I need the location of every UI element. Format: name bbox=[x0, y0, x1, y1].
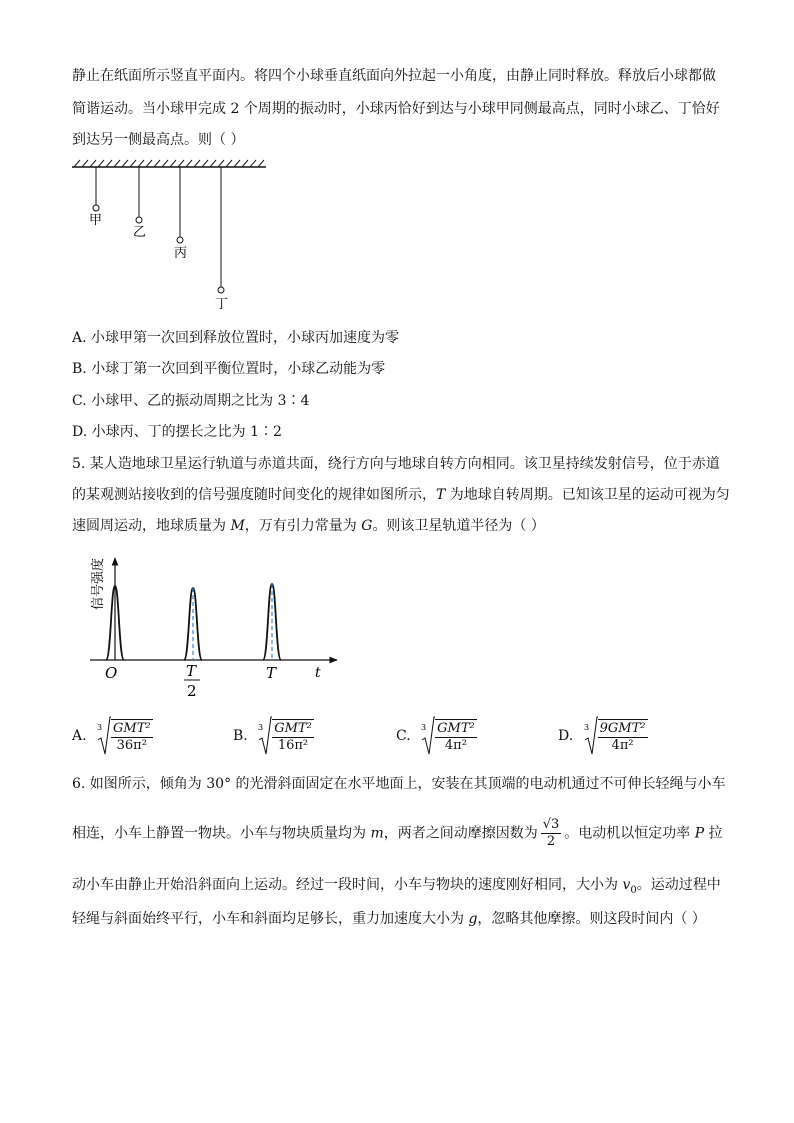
q4-intro-line-3: 到达另一侧最高点。则（ ） bbox=[72, 132, 245, 148]
ball-bing bbox=[177, 237, 183, 243]
q5-option-b[interactable]: B. 3 $\frac{\text{GMT²}}{\text{16π²}}$ bbox=[233, 716, 314, 756]
root-sign-a bbox=[97, 716, 111, 756]
pendulum-figure bbox=[72, 160, 272, 315]
label-bing: 丙 bbox=[174, 246, 188, 261]
root-sign-d bbox=[584, 716, 598, 756]
q6-line-1: 6. 如图所示，倾角为 30° 的光滑斜面固定在水平地面上，安装在其顶端的电动机通过不可伸长轻绳与小车 bbox=[72, 776, 726, 792]
q5-option-d[interactable]: D. 3 $\frac{\text{9GMT²}}{\text{4π²}}$ bbox=[558, 716, 648, 756]
q6-line-4: 轻绳与斜面始终平行，小车和斜面均足够长，重力加速度大小为 g，忽略其他摩擦。则这段时间内（ ） bbox=[72, 911, 706, 927]
tick-origin: O bbox=[105, 664, 118, 682]
q4-option-a[interactable]: A. 小球甲第一次回到释放位置时，小球丙加速度为零 bbox=[72, 330, 400, 346]
root-sign-c bbox=[421, 716, 435, 756]
tick-half-T-num: T bbox=[186, 662, 197, 680]
q5-line-2: 的某观测站接收到的信号强度随时间变化的规律如图所示，T 为地球自转周期。已知该卫星的运动可视为匀 bbox=[72, 487, 730, 503]
y-axis-label: 信号强度 bbox=[91, 557, 106, 610]
q4-intro-line-2: 简谐运动。当小球甲完成 2 个周期的振动时，小球丙恰好到达与小球甲同侧最高点，同时小球乙、丁恰好 bbox=[72, 101, 720, 117]
q5-line-1: 5. 某人造地球卫星运行轨道与赤道共面，绕行方向与地球自转方向相同。该卫星持续发射信号，位于赤道 bbox=[72, 456, 720, 472]
q4-intro-line-1: 静止在纸面所示竖直平面内。将四个小球垂直纸面向外拉起一小角度，由静止同时释放。释放后小球都做 bbox=[72, 68, 716, 84]
ball-yi bbox=[136, 217, 142, 223]
x-axis-label: t bbox=[315, 665, 321, 681]
q4-option-b[interactable]: B. 小球丁第一次回到平衡位置时，小球乙动能为零 bbox=[72, 361, 386, 377]
q6-line-3: 动小车由静止开始沿斜面向上运动。经过一段时间，小车与物块的速度刚好相同，大小为 $v_0$。运动过程中 bbox=[72, 877, 721, 896]
label-yi: 乙 bbox=[133, 225, 147, 240]
svg-text:3: 3 bbox=[97, 723, 103, 732]
signal-chart bbox=[82, 550, 352, 705]
svg-text:3: 3 bbox=[258, 723, 264, 732]
ceiling-hatching bbox=[74, 160, 264, 167]
q5-line-3: 速圆周运动，地球质量为 M，万有引力常量为 G。则该卫星轨道半径为（ ） bbox=[72, 518, 545, 534]
label-ding: 丁 bbox=[215, 297, 229, 312]
mu-fraction: $\frac{√3}{2}$ bbox=[542, 817, 560, 849]
tick-half-T-den: 2 bbox=[187, 682, 197, 700]
tick-T: T bbox=[266, 664, 277, 682]
root-sign-b bbox=[258, 716, 272, 756]
ball-jia bbox=[93, 205, 99, 211]
svg-text:3: 3 bbox=[421, 723, 427, 732]
ball-ding bbox=[218, 287, 224, 293]
q4-option-d[interactable]: D. 小球丙、丁的摆长之比为 1∶2 bbox=[72, 424, 282, 440]
q5-option-a[interactable]: A. 3 $\frac{\text{GMT²}}{\text{36π²}}$ bbox=[72, 716, 153, 756]
label-jia: 甲 bbox=[89, 213, 103, 228]
svg-text:3: 3 bbox=[583, 723, 589, 732]
q4-option-c[interactable]: C. 小球甲、乙的振动周期之比为 3∶4 bbox=[72, 393, 310, 409]
q6-line-2: 相连，小车上静置一物块。小车与物块质量均为 m，两者之间动摩擦因数为 $\frac{√3}{2}$ 。电动机以恒定功率 P 拉 bbox=[72, 817, 723, 849]
q5-option-c[interactable]: C. 3 $\frac{\text{GMT²}}{\text{4π²}}$ bbox=[396, 716, 477, 756]
